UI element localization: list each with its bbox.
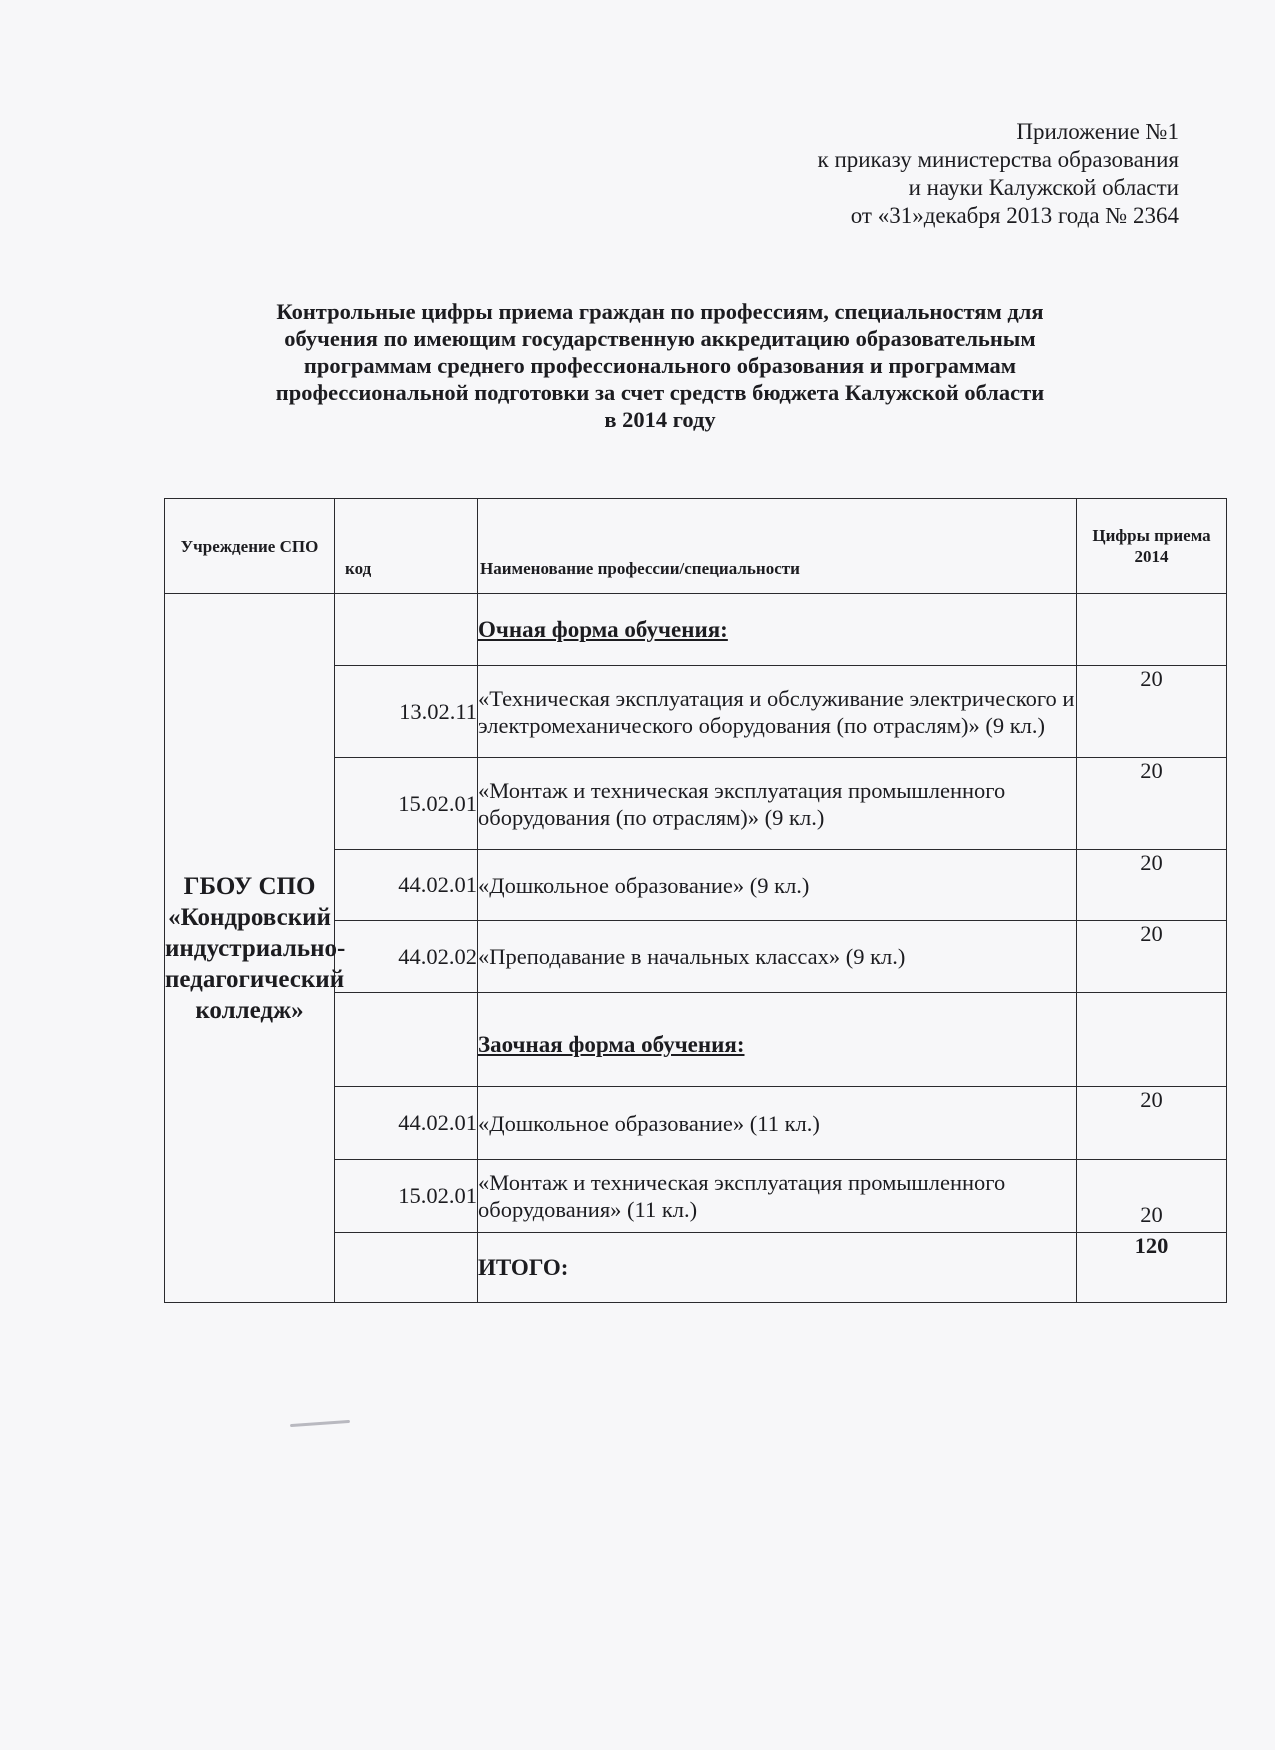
column-header-name: Наименование профессии/специальности <box>478 499 1077 594</box>
row-quantity: 20 <box>1077 758 1227 850</box>
row-code: 15.02.01 <box>335 1160 478 1233</box>
document-title <box>160 298 1160 433</box>
column-header-quantity: Цифры приема 2014 <box>1077 499 1227 594</box>
section-row-full-time <box>165 594 1227 666</box>
title-line: программам среднего профессионального образования и программам <box>303 353 1017 378</box>
row-name: «Преподавание в начальных классах» (9 кл.) <box>478 921 1077 993</box>
column-header-institution: Учреждение СПО <box>165 499 335 594</box>
section-title-full-time: Очная форма обучения: <box>478 594 1077 666</box>
title-line: Контрольные цифры приема граждан по профессиям, специальностям для <box>276 299 1044 324</box>
appendix-line: и науки Калужской области <box>908 175 1179 200</box>
empty-cell <box>335 1233 478 1303</box>
institution-name: ГБОУ СПО «Кондровский индустриально-педагогический колледж» <box>165 594 335 1303</box>
appendix-line: от «31»декабря 2013 года № 2364 <box>850 203 1179 228</box>
section-title-correspondence: Заочная форма обучения: <box>478 993 1077 1087</box>
empty-cell <box>335 993 478 1087</box>
title-line: в 2014 году <box>604 407 716 432</box>
column-header-code: код <box>335 499 478 594</box>
empty-cell <box>1077 594 1227 666</box>
row-name: «Монтаж и техническая эксплуатация промышленного оборудования (по отраслям)» (9 кл.) <box>478 758 1077 850</box>
row-quantity: 20 <box>1077 850 1227 921</box>
appendix-line: к приказу министерства образования <box>817 147 1179 172</box>
appendix-line: Приложение №1 <box>1016 119 1179 144</box>
row-name: «Техническая эксплуатация и обслуживание электрического и электромеханического оборудования (по отраслям)» (9 кл.) <box>478 666 1077 758</box>
row-code: 13.02.11 <box>335 666 478 758</box>
row-name: «Дошкольное образование» (11 кл.) <box>478 1087 1077 1160</box>
row-quantity: 20 <box>1077 921 1227 993</box>
title-line: обучения по имеющим государственную аккредитацию образовательным <box>284 326 1036 351</box>
row-quantity: 20 <box>1077 666 1227 758</box>
row-name: «Монтаж и техническая эксплуатация промышленного оборудования» (11 кл.) <box>478 1160 1077 1233</box>
empty-cell <box>335 594 478 666</box>
appendix-header <box>818 118 1179 230</box>
row-name: «Дошкольное образование» (9 кл.) <box>478 850 1077 921</box>
empty-cell <box>1077 993 1227 1087</box>
row-code: 44.02.01 <box>335 1087 478 1160</box>
row-code: 15.02.01 <box>335 758 478 850</box>
row-quantity: 20 <box>1077 1087 1227 1160</box>
table-header-row <box>165 499 1227 594</box>
total-label: ИТОГО: <box>478 1233 1077 1303</box>
row-quantity: 20 <box>1077 1160 1227 1233</box>
admissions-table <box>164 498 1227 1303</box>
title-line: профессиональной подготовки за счет средств бюджета Калужской области <box>275 380 1045 405</box>
total-quantity: 120 <box>1077 1233 1227 1303</box>
scan-mark <box>290 1420 350 1427</box>
row-code: 44.02.02 <box>335 921 478 993</box>
row-code: 44.02.01 <box>335 850 478 921</box>
